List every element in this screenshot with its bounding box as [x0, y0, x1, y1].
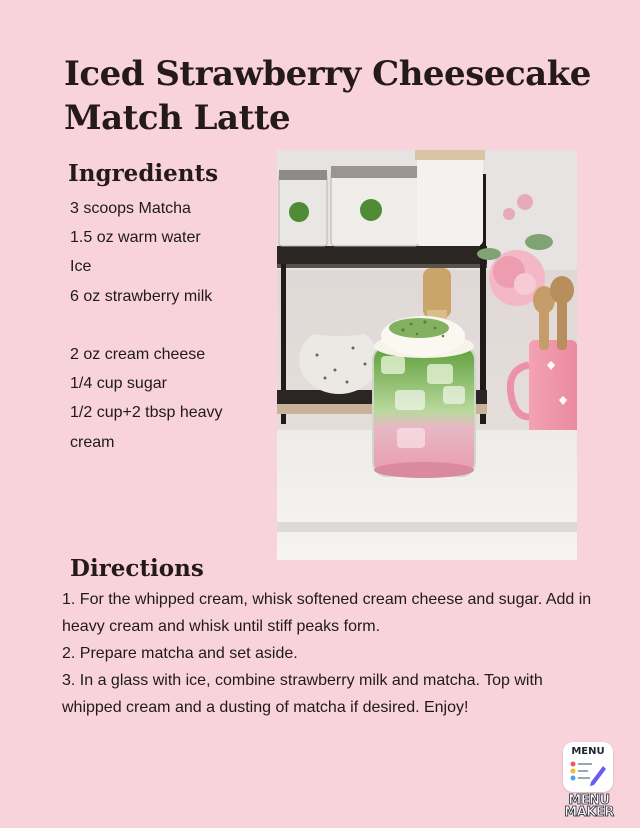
logo-word-menu: MENU: [568, 793, 610, 808]
ingredient-item: 1/2 cup+2 tbsp heavy cream: [70, 404, 223, 451]
directions-heading: Directions: [70, 555, 204, 582]
latte-photo: [277, 150, 577, 560]
ingredient-item: 3 scoops Matcha: [70, 200, 191, 217]
ingredient-spacer: [70, 311, 270, 340]
ingredient-item: Ice: [70, 258, 92, 276]
logo-badge-text: MENU: [571, 746, 605, 757]
recipe-title: [64, 52, 624, 140]
ingredient-item: 1/4 cup sugar: [70, 375, 167, 393]
title-line-2: Match Latte: [64, 98, 291, 138]
logo-word-maker: MAKER: [564, 805, 614, 820]
ingredient-item: 2 oz cream cheese: [70, 345, 206, 363]
menu-maker-badge: [563, 742, 613, 792]
directions-list: [62, 586, 592, 721]
direction-step: 1. For the whipped cream, whisk softened cream cheese and sugar. Add in heavy cream and whisk until stiff peaks form.: [62, 591, 592, 635]
menu-list-icon: [569, 760, 607, 786]
ingredient-item: 6 oz strawberry milk: [70, 287, 213, 305]
direction-step: 2. Prepare matcha and set aside.: [62, 645, 298, 662]
ingredients-list: [70, 194, 270, 457]
menu-maker-logo: [560, 742, 618, 820]
ingredient-item: 1.5 oz warm water: [70, 229, 201, 247]
direction-step: 3. In a glass with ice, combine strawberry milk and matcha. Top with whipped cream and a dusting of matcha if desired. Enjoy!: [62, 672, 543, 716]
title-line-1: Iced Strawberry Cheesecake: [64, 54, 591, 94]
ingredients-heading: Ingredients: [68, 160, 219, 187]
